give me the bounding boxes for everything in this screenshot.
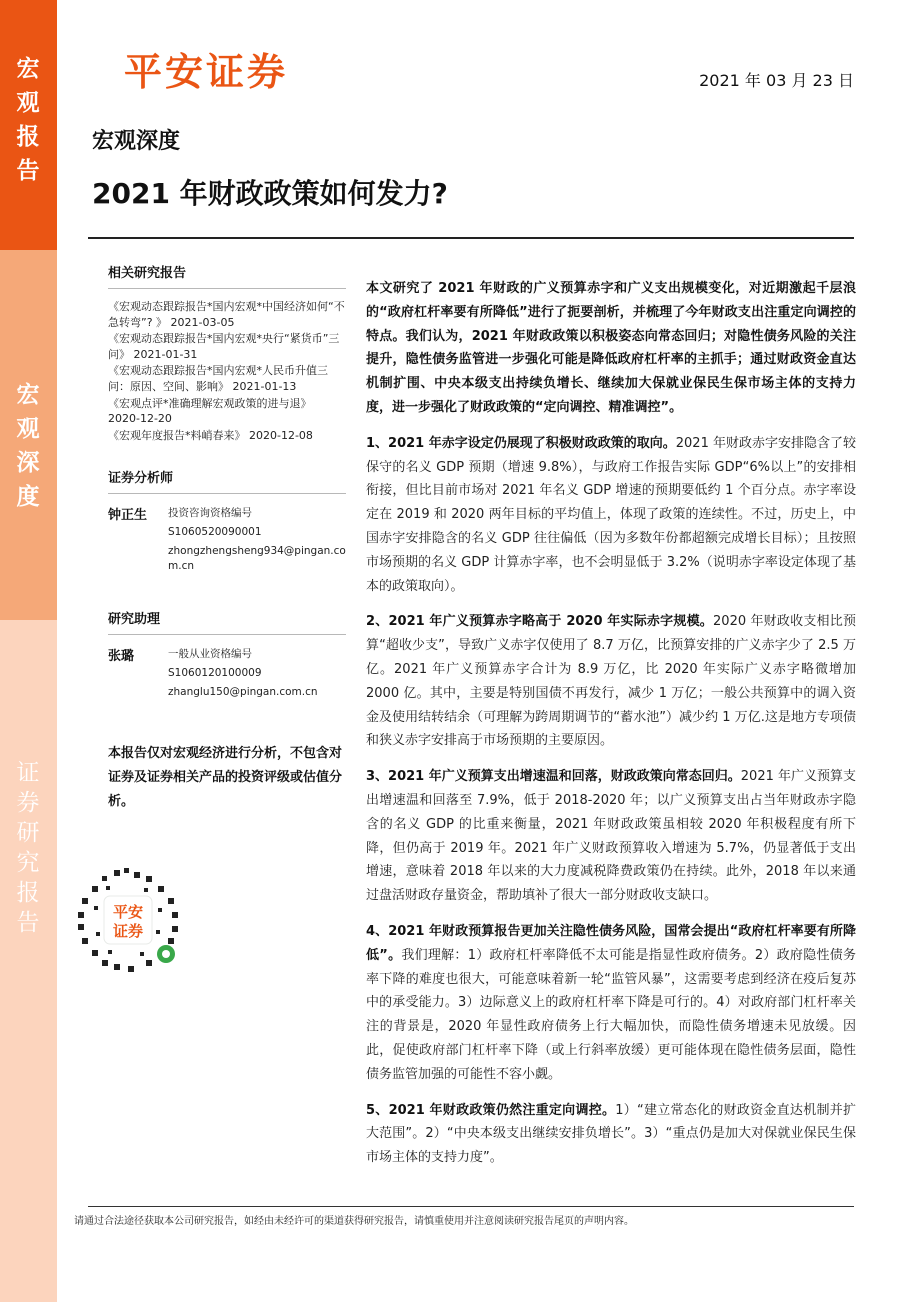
assistant-heading: 研究助理: [108, 608, 346, 635]
sidebar-label-securities-research: 证券研究报告: [16, 760, 40, 936]
point-2-paragraph: [366, 610, 856, 753]
qr-code[interactable]: [74, 866, 182, 974]
analyst-qual-number: S1060520090001: [168, 526, 262, 539]
point-5-lead: 5、2021 年财政政策仍然注重定向调控。: [366, 1102, 616, 1118]
logo-text: 平安证券: [124, 50, 289, 94]
related-report-item[interactable]: 《宏观动态跟踪报告*国内宏观*人民币升值三问：原因、空间、影响》 2021-01-13: [108, 364, 328, 393]
assistant-name: 张璐: [108, 649, 135, 665]
footer-divider: [88, 1206, 854, 1207]
point-4-paragraph: [366, 920, 856, 1087]
point-1-body: 2021 年财政赤字安排隐含了较保守的名义 GDP 预期（增速 9.8%），与政府工作报告实际 GDP“6%以上”的安排相衔接，但比目前市场对 2021 年名义 GDP 增速的预期要低约 1 个百分点。赤字率设定在 2019 和 2020 两年目标的平均值上，体现了政策的连续性。不过，历史上，中国赤字安排隐含的名义 GDP 往往偏低（因为多数年份都超额完成增长目标）；且按照市场预期的名义 GDP 计算赤字率，也不会明显低于 3.2%（说明赤字率设定体现了基本的政策取向）。: [366, 435, 856, 594]
analyst-qual-label: 投资咨询资格编号: [168, 507, 252, 520]
point-3-paragraph: [366, 765, 856, 908]
related-report-item[interactable]: 《宏观动态跟踪报告*国内宏观*央行“紧货币”三问》 2021-01-31: [108, 332, 340, 361]
assistant-info: [168, 645, 346, 702]
related-report-item[interactable]: 《宏观点评*准确理解宏观政策的进与退》 2020-12-20: [108, 396, 312, 426]
analyst-block: [108, 504, 346, 574]
analysts-heading: 证券分析师: [108, 467, 346, 494]
sidebar-label-macro-report: 宏观报告: [16, 56, 40, 184]
analyst-info: [168, 504, 346, 574]
report-category: 宏观深度: [92, 129, 181, 154]
related-report-item[interactable]: 《宏观动态跟踪报告*国内宏观*中国经济如何“不急转弯”? 》 2021-03-05: [108, 300, 345, 329]
assistant-block: [108, 645, 346, 702]
point-2-body: 2020 年财政收支相比预算“超收少支”，导致广义赤字仅使用了 8.7 万亿，比预算安排的广义赤字少了 2.5 万亿。2021 年广义预算赤字合计为 8.9 万亿，比 2020 年实际广义赤字略微增加 2000 亿。其中，主要是特别国债不再发行，减少 1 万亿；一般公共预算中的调入资金及使用结转结余（可理解为跨周期调节的“蓄水池”）减少约 1 万亿.这是地方专项债和狭义赤字安排高于市场预期的主要原因。: [366, 614, 856, 749]
sidebar-section-macro-report: [0, 0, 57, 250]
qr-label-line2: 证券: [112, 922, 144, 940]
qr-label-line1: 平安: [112, 903, 144, 921]
footer-disclaimer: 请通过合法途径获取本公司研究报告，如经由未经许可的渠道获得研究报告，请慎重使用并注意阅读研究报告尾页的声明内容。: [74, 1216, 634, 1227]
assistant-email[interactable]: zhanglu150@pingan.com.cn: [168, 686, 318, 699]
qr-code-graphic: [74, 866, 182, 974]
point-4-body: 我们理解：1）政府杠杆率降低不太可能是指显性政府债务。2）政府隐性债务率下降的难度也很大，可能意味着新一轮“监管风暴”，这需要考虑到经济在疫后复苏中的承受能力。3）边际意义上的政府杠杆率下降是可行的。4）对政府部门杠杆率关注的背景是，2020 年显性政府债务上行大幅加快，而隐性债务增速未见放缓。因此，促使政府部门杠杆率下降（或上行斜率放缓）更可能体现在隐性债务层面，隐性债务监管加强的可能性不容小觑。: [366, 947, 857, 1082]
left-column: [108, 262, 346, 814]
point-1-lead: 1、2021 年赤字设定仍展现了积极财政政策的取向。: [366, 435, 676, 451]
report-date: 2021 年 03 月 23 日: [699, 71, 854, 90]
sidebar-section-securities-research: [0, 620, 57, 1302]
point-2-lead: 2、2021 年广义预算赤字略高于 2020 年实际赤字规模。: [366, 614, 714, 630]
sidebar-section-macro-depth: [0, 250, 57, 620]
header-divider: [88, 237, 854, 239]
report-title: 2021 年财政政策如何发力?: [92, 177, 448, 210]
point-5-paragraph: [366, 1099, 856, 1170]
point-3-lead: 3、2021 年广义预算支出增速温和回落，财政政策向常态回归。: [366, 769, 741, 785]
main-body: [366, 277, 856, 1182]
summary-paragraph: 本文研究了 2021 年财政的广义预算赤字和广义支出规模变化，对近期激起千层浪的“政府杠杆率要有所降低”进行了扼要剖析，并梳理了今年财政支出注重定向调控的特点。我们认为，2021 年财政政策以积极姿态向常态回归；对隐性债务风险的关注提升，隐性债务监管进一步强化可能是降低政府杠杆率的主抓手；通过财政资金直达机制扩围、中央本级支出持续负增长、继续加大保就业保民生保市场主体的支持力度，进一步强化了财政政策的“定向调控、精准调控”。: [366, 281, 856, 415]
point-5-body: 1）“建立常态化的财政资金直达机制并扩大范围”。2）“中央本级支出继续安排负增长”。3）“重点仍是加大对保就业保民生保市场主体的支持力度”。: [366, 1102, 856, 1166]
analyst-name: 钟正生: [108, 508, 148, 524]
related-report-item[interactable]: 《宏观年度报告*料峭春来》 2020-12-08: [108, 428, 313, 442]
point-3-body: 2021 年广义预算支出增速温和回落至 7.9%，低于 2018-2020 年；以广义预算支出占当年财政赤字隐含的名义 GDP 的比重来衡量，2021 年财政政策虽相较 2020 年积极程度有所下降，但仍高于 2019 年。2021 年广义财政预算收入增速为 5.7%，仍显著低于支出增速，意味着 2018 年以来的大力度减税降费政策仍在持续。此外，2018 年以来通过盘活财政存量资金，帮助填补了很大一部分财政收支缺口。: [366, 769, 857, 904]
analyst-email[interactable]: zhongzhengsheng934@pingan.com.cn: [168, 545, 346, 573]
assistant-qual-number: S1060120100009: [168, 667, 262, 680]
point-4-lead: 4、2021 年财政预算报告更加关注隐性债务风险，国常会提出“政府杠杆率要有所降低”。: [366, 923, 856, 963]
related-reports-list: [108, 299, 346, 443]
assistant-qual-label: 一般从业资格编号: [168, 648, 252, 661]
related-reports-heading: 相关研究报告: [108, 262, 346, 289]
point-1-paragraph: [366, 432, 856, 599]
disclaimer-notice: 本报告仅对宏观经济进行分析，不包含对证券及证券相关产品的投资评级或估值分析。: [108, 746, 343, 810]
sidebar-label-macro-depth: 宏观深度: [16, 382, 40, 510]
